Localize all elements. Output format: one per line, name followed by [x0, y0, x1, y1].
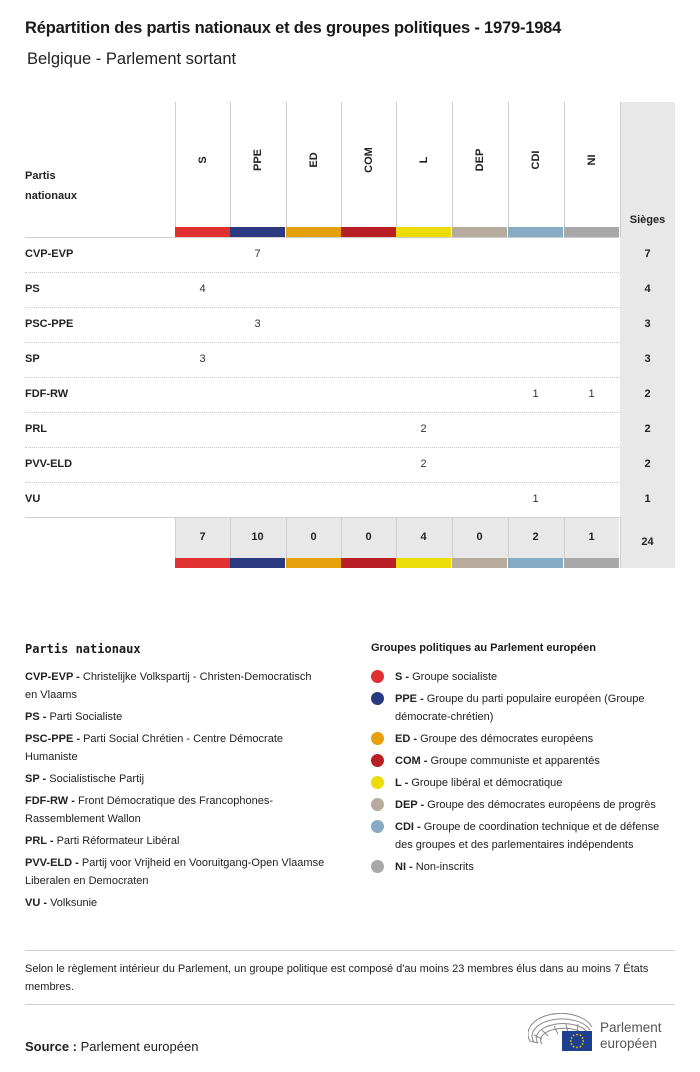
- row-seat-total: 3: [644, 353, 651, 365]
- groupes-legend-item: [371, 858, 671, 876]
- group-swatch-top: [396, 227, 451, 237]
- groupes-legend-item: [371, 774, 671, 792]
- partis-legend-item: [25, 894, 325, 912]
- group-header-label: CDI: [529, 150, 542, 170]
- group-header-l: [396, 130, 451, 190]
- group-swatch-bottom: [286, 558, 341, 568]
- seat-cell: 4: [199, 283, 206, 295]
- group-color-dot-icon: [371, 670, 384, 683]
- party-full-name: Parti Réformateur Libéral: [56, 835, 180, 847]
- group-swatch-bottom: [175, 558, 230, 568]
- row-divider: [25, 272, 619, 273]
- group-swatch-top: [341, 227, 396, 237]
- source-value: Parlement européen: [80, 1039, 199, 1054]
- partis-legend: [25, 668, 325, 916]
- party-full-name: Front Démocratique des Francophones-Rassemblement Wallon: [25, 795, 274, 825]
- row-divider: [25, 342, 619, 343]
- groupes-legend-item: [371, 752, 671, 770]
- group-swatch-top: [564, 227, 619, 237]
- group-swatch-bottom: [508, 558, 563, 568]
- sieges-column-header: Sièges: [629, 214, 666, 226]
- groupes-legend-item: [371, 796, 671, 814]
- party-full-name: Socialistische Partij: [49, 773, 145, 785]
- group-total-cell: 0: [310, 531, 317, 543]
- group-swatch-bottom: [564, 558, 619, 568]
- party-row-label: FDF-RW: [25, 388, 69, 400]
- group-header-label: ED: [307, 152, 320, 168]
- groupes-legend-item: [371, 730, 671, 748]
- group-abbr: COM -: [395, 755, 428, 767]
- group-color-dot-icon: [371, 692, 384, 705]
- partis-legend-item: [25, 770, 325, 788]
- group-total-cell: 1: [588, 531, 595, 543]
- party-row-label: PVV-ELD: [25, 458, 73, 470]
- parliament-logo-text: Parlement européen: [600, 1020, 662, 1051]
- group-header-label: COM: [362, 147, 375, 173]
- partis-legend-item: [25, 792, 325, 828]
- table-bottom-rule: [25, 517, 619, 518]
- group-full-name: Groupe libéral et démocratique: [411, 777, 563, 789]
- seat-cell: 2: [420, 423, 427, 435]
- group-header-label: PPE: [251, 148, 264, 172]
- group-full-name: Groupe des démocrates européens de progrès: [427, 799, 656, 811]
- page-subtitle: Belgique - Parlement sortant: [27, 50, 237, 68]
- party-row-label: PSC-PPE: [25, 318, 74, 330]
- group-swatch-bottom: [396, 558, 451, 568]
- group-total-cell: 10: [251, 531, 264, 543]
- groupes-legend-title: Groupes politiques au Parlement européen: [371, 642, 596, 654]
- group-swatch-bottom: [230, 558, 285, 568]
- grand-total: 24: [641, 536, 654, 548]
- group-color-dot-icon: [371, 820, 384, 833]
- group-abbr: DEP -: [395, 799, 425, 811]
- partis-column-header: Partis nationaux: [25, 170, 77, 202]
- footnote: Selon le règlement intérieur du Parlement, un groupe politique est composé d'au moins 23 membres élus dans au moins 7 États membres.: [25, 963, 649, 993]
- groupes-legend-item: [371, 668, 671, 686]
- header-column-rule: [620, 102, 621, 237]
- group-swatch-bottom: [452, 558, 507, 568]
- seat-cell: 3: [254, 318, 261, 330]
- row-divider: [25, 447, 619, 448]
- row-divider: [25, 377, 619, 378]
- group-header-label: DEP: [473, 148, 486, 172]
- note-divider-bottom: [25, 1004, 675, 1005]
- party-full-name: Partij voor Vrijheid en Vooruitgang-Open Vlaamse Liberalen en Democraten: [25, 857, 325, 887]
- seat-cell: 2: [420, 458, 427, 470]
- party-abbr: PSC-PPE -: [25, 733, 81, 745]
- group-color-dot-icon: [371, 732, 384, 745]
- row-seat-total: 2: [644, 458, 651, 470]
- group-swatch-top: [230, 227, 285, 237]
- group-full-name: Groupe communiste et apparentés: [430, 755, 600, 767]
- seat-cell: 1: [532, 388, 539, 400]
- group-full-name: Non-inscrits: [415, 861, 474, 873]
- row-divider: [25, 307, 619, 308]
- row-seat-total: 2: [644, 388, 651, 400]
- group-swatch-top: [452, 227, 507, 237]
- row-seat-total: 3: [644, 318, 651, 330]
- group-header-ppe: [230, 130, 285, 190]
- group-color-dot-icon: [371, 798, 384, 811]
- party-abbr: VU -: [25, 897, 47, 909]
- party-full-name: Parti Socialiste: [49, 711, 123, 723]
- group-abbr: ED -: [395, 733, 417, 745]
- row-seat-total: 4: [644, 283, 651, 295]
- party-row-label: CVP-EVP: [25, 248, 74, 260]
- row-seat-total: 2: [644, 423, 651, 435]
- group-header-label: S: [196, 156, 209, 164]
- group-header-dep: [452, 130, 507, 190]
- page-title: Répartition des partis nationaux et des groupes politiques - 1979-1984: [25, 19, 562, 37]
- groupes-legend-item: [371, 690, 671, 726]
- group-swatch-top: [175, 227, 230, 237]
- group-color-dot-icon: [371, 860, 384, 873]
- partis-legend-item: [25, 730, 325, 766]
- seat-cell: 3: [199, 353, 206, 365]
- group-color-dot-icon: [371, 754, 384, 767]
- party-abbr: CVP-EVP -: [25, 671, 80, 683]
- group-header-s: [175, 130, 230, 190]
- party-row-label: PS: [25, 283, 40, 295]
- party-row-label: PRL: [25, 423, 47, 435]
- group-abbr: PPE -: [395, 693, 424, 705]
- group-abbr: L -: [395, 777, 409, 789]
- group-full-name: Groupe du parti populaire européen (Groupe démocrate-chrétien): [395, 693, 645, 723]
- group-total-cell: 7: [199, 531, 206, 543]
- party-abbr: FDF-RW -: [25, 795, 75, 807]
- group-color-dot-icon: [371, 776, 384, 789]
- row-divider: [25, 482, 619, 483]
- group-total-cell: 0: [476, 531, 483, 543]
- source-line: [25, 1039, 198, 1054]
- party-full-name: Parti Social Chrétien - Centre Démocrate Humaniste: [25, 733, 283, 763]
- seat-cell: 7: [254, 248, 261, 260]
- header-bottom-rule: [25, 237, 619, 238]
- group-header-com: [341, 130, 396, 190]
- party-abbr: PVV-ELD -: [25, 857, 79, 869]
- source-label: Source :: [25, 1039, 78, 1054]
- group-abbr: CDI -: [395, 821, 421, 833]
- group-full-name: Groupe socialiste: [412, 671, 498, 683]
- party-row-label: VU: [25, 493, 41, 505]
- party-row-label: SP: [25, 353, 40, 365]
- group-full-name: Groupe de coordination technique et de défense des groupes et des parlementaires indépendents: [395, 821, 660, 851]
- group-swatch-top: [508, 227, 563, 237]
- groupes-legend-item: [371, 818, 671, 854]
- partis-legend-title: Partis nationaux: [25, 642, 141, 656]
- group-total-cell: 0: [365, 531, 372, 543]
- group-full-name: Groupe des démocrates européens: [420, 733, 594, 745]
- group-header-label: L: [417, 156, 430, 164]
- group-total-cell: 4: [420, 531, 427, 543]
- party-abbr: PS -: [25, 711, 47, 723]
- partis-legend-item: [25, 708, 325, 726]
- row-seat-total: 7: [644, 248, 651, 260]
- party-full-name: Volksunie: [50, 897, 98, 909]
- groupes-legend: [371, 668, 671, 880]
- seat-cell: 1: [532, 493, 539, 505]
- seat-cell: 1: [588, 388, 595, 400]
- row-divider: [25, 412, 619, 413]
- party-full-name: Christelijke Volkspartij - Christen-Democratisch en Vlaams: [25, 671, 312, 701]
- group-abbr: S -: [395, 671, 410, 683]
- group-header-label: NI: [585, 154, 598, 166]
- group-abbr: NI -: [395, 861, 413, 873]
- group-swatch-top: [286, 227, 341, 237]
- group-header-ed: [286, 130, 341, 190]
- party-abbr: PRL -: [25, 835, 54, 847]
- group-header-ni: [564, 130, 619, 190]
- partis-legend-item: [25, 832, 325, 850]
- group-total-cell: 2: [532, 531, 539, 543]
- note-divider-top: [25, 950, 675, 951]
- partis-legend-item: [25, 668, 325, 704]
- party-abbr: SP -: [25, 773, 47, 785]
- group-header-cdi: [508, 130, 563, 190]
- group-swatch-bottom: [341, 558, 396, 568]
- row-seat-total: 1: [644, 493, 651, 505]
- partis-legend-item: [25, 854, 325, 890]
